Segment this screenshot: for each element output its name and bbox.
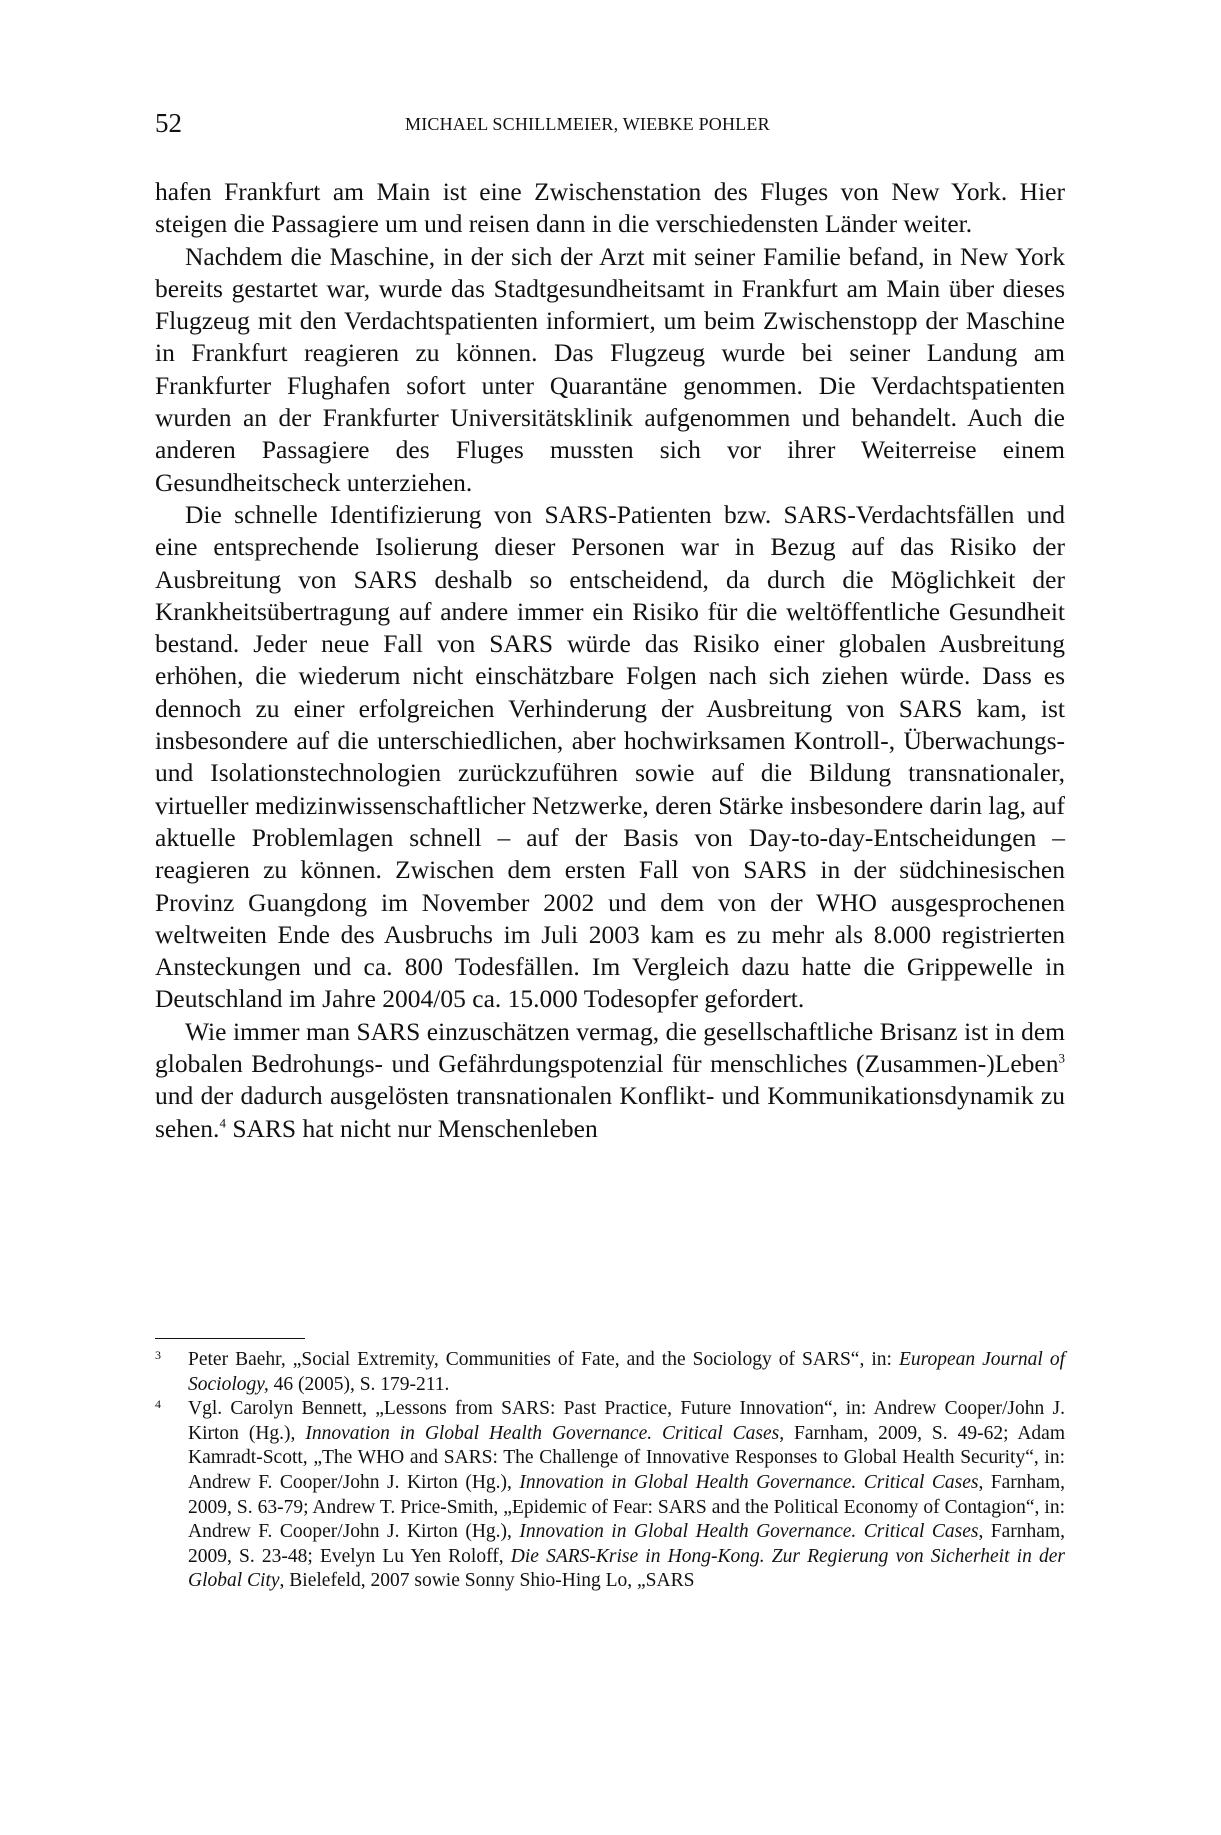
main-text	[155, 176, 1065, 1145]
footnote-4-text-c: , Farnham, 2009, S. 63-79; Andrew T. Price-Smith, „Epidemic of Fear: SARS and the Political Economy of Contagion“, in: Andrew F. Cooper/John J. Kirton (Hg.),	[188, 1471, 1065, 1543]
footnote-4-text-b: , Farnham, 2009, S. 49-62; Adam Kamradt-Scott, „The WHO and SARS: The Challenge of Innovative Responses to Global Health Security“, in: Andrew F. Cooper/John J. Kirton (Hg.),	[188, 1422, 1065, 1493]
footnote-3-text	[188, 1348, 1065, 1397]
paragraph-4	[155, 1016, 1065, 1145]
paragraph-1: hafen Frankfurt am Main ist eine Zwischenstation des Fluges von New York. Hier steigen die Passagiere um und reisen dann in die verschiedensten Länder weiter.	[155, 177, 1065, 239]
footnotes	[155, 1348, 1065, 1594]
footnote-4	[155, 1397, 1065, 1594]
page-header	[155, 108, 1065, 148]
footnote-4-text-a: Vgl. Carolyn Bennett, „Lessons from SARS: Past Practice, Future Innovation“, in: Andrew Cooper/John J. Kirton (Hg.),	[188, 1398, 1065, 1444]
running-head: MICHAEL SCHILLMEIER, WIEBKE POHLER	[405, 114, 770, 134]
paragraph-2: Nachdem die Maschine, in der sich der Arzt mit seiner Familie befand, in New York bereits gestartet war, wurde das Stadtgesundheitsamt in Frankfurt am Main über dieses Flugzeug mit den Verdachtspatienten informiert, um beim Zwischenstopp der Maschine in Frankfurt reagieren zu können. Das Flugzeug wurde bei seiner Landung am Frankfurter Flughafen sofort unter Quarantäne genommen. Die Verdachtspatienten wurden an der Frankfurter Universitätsklinik aufgenommen und behandelt. Auch die anderen Passagiere des Fluges mussten sich vor ihrer Weiterreise einem Gesundheitscheck unterziehen.	[155, 241, 1065, 497]
footnote-3-text-b: 46 (2005), S. 179-211.	[268, 1373, 450, 1395]
footnote-4-mark: 4	[155, 1397, 161, 1412]
footnote-4-title-2: Innovation in Global Health Governance. Critical Cases	[519, 1471, 979, 1493]
footnote-4-text-e: , Bielefeld, 2007 sowie Sonny Shio-Hing Lo, „SARS	[279, 1570, 695, 1592]
footnote-4-title-3: Innovation in Global Health Governance. Critical Cases	[519, 1521, 979, 1543]
footnote-ref-3: 3	[1058, 1050, 1065, 1066]
footnote-4-title-4: Die SARS-Krise in Hong-Kong. Zur Regierung von Sicherheit in der Global City	[188, 1545, 1065, 1592]
footnote-divider	[155, 1338, 305, 1339]
footnote-4-title-1: Innovation in Global Health Governance. Critical Cases	[305, 1422, 780, 1444]
footnote-3	[155, 1348, 1065, 1397]
footnote-3-journal: European Journal of Sociology,	[188, 1349, 1066, 1395]
paragraph-4-part-b: und der dadurch ausgelösten transnationalen Konflikt- und Kommunikationsdynamik zu sehen.	[155, 1081, 1065, 1143]
paragraph-4-part-a: Wie immer man SARS einzuschätzen vermag, die gesellschaftliche Brisanz ist in dem globalen Bedrohungs- und Gefährdungspotenzial für menschliches (Zusammen-)Leben	[155, 1016, 1065, 1079]
paragraph-3: Die schnelle Identifizierung von SARS-Patienten bzw. SARS-Verdachtsfällen und eine entsprechende Isolierung dieser Personen war in Bezug auf das Risiko der Ausbreitung von SARS deshalb so entscheidend, da durch die Möglichkeit der Krankheitsübertragung auf andere immer ein Risiko für die weltöffentliche Gesundheit bestand. Jeder neue Fall von SARS würde das Risiko einer globalen Ausbreitung erhöhen, die wiederum nicht einschätzbare Folgen nach sich ziehen würde. Dass es dennoch zu einer erfolgreichen Verhinderung der Ausbreitung von SARS kam, ist insbesondere auf die unterschiedlichen, aber hochwirksamen Kontroll-, Überwachungs- und Isolationstechnologien zurückzuführen sowie auf die Bildung transnationaler, virtueller medizinwissenschaftlicher Netzwerke, deren Stärke insbesondere darin lag, auf aktuelle Problemlagen schnell – auf der Basis von Day-to-day-Entscheidungen – reagieren zu können. Zwischen dem ersten Fall von SARS in der südchinesischen Provinz Guangdong im November 2002 und dem von der WHO ausgesprochenen weltweiten Ende des Ausbruchs im Juli 2003 kam es zu mehr als 8.000 registrierten Ansteckungen und ca. 800 Todesfällen. Im Vergleich dazu hatte die Grippewelle in Deutschland im Jahre 2004/05 ca. 15.000 Todesopfer gefordert.	[155, 499, 1065, 1014]
footnote-4-text-d: , Farnham, 2009, S. 23-48; Evelyn Lu Yen Roloff,	[188, 1521, 1065, 1567]
footnote-3-mark: 3	[155, 1348, 161, 1362]
paragraph-4-part-c: SARS hat nicht nur Menschenleben	[225, 1113, 598, 1143]
footnote-3-text-a: Peter Baehr, „Social Extremity, Communities of Fate, and the Sociology of SARS“, in:	[188, 1349, 899, 1370]
footnote-ref-4: 4	[219, 1115, 226, 1131]
page-number: 52	[155, 108, 182, 138]
footnote-4-text	[188, 1397, 1065, 1594]
